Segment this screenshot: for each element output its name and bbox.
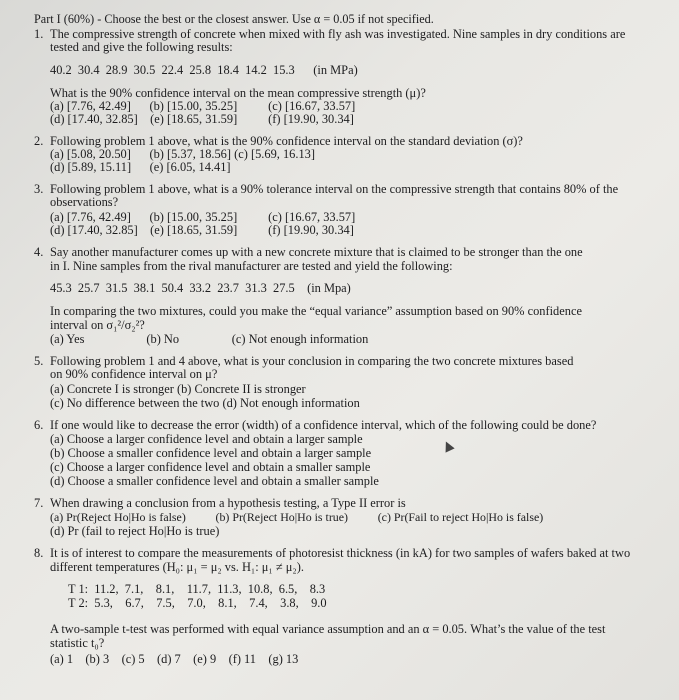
q7-text-line1: When drawing a conclusion from a hypothesis testing, a Type II error is <box>50 496 406 510</box>
mouse-pointer-icon <box>441 439 454 452</box>
q4-text-line1: Say another manufacturer comes up with a new concrete mixture that is claimed to be stronger than the one <box>50 245 583 259</box>
q6-option-a: (a) Choose a larger confidence level and obtain a larger sample <box>50 432 363 446</box>
q1-question: What is the 90% confidence interval on the mean compressive strength (μ)? <box>50 86 426 100</box>
q2-options-row1: (a) [5.08, 20.50] (b) [5.37, 18.56] (c) [5.69, 16.13] <box>50 147 315 161</box>
q8-text-line3: A two-sample t-test was performed with equal variance assumption and an α = 0.05. What’s the value of the test <box>50 622 606 636</box>
q8-text-line4: statistic t₀? <box>50 636 105 650</box>
q1-data: 40.2 30.4 28.9 30.5 22.4 25.8 18.4 14.2 15.3 (in MPa) <box>50 63 358 77</box>
q4-text-line4: interval on σ₁²/σ₂²? <box>50 318 145 332</box>
q2-number: 2. <box>34 134 44 148</box>
q8-number: 8. <box>34 546 44 560</box>
q7-options-row1: (a) Pr(Reject Ho|Ho is false) (b) Pr(Reject Ho|Ho is true) (c) Pr(Fail to reject Ho|Ho is false) <box>50 510 544 524</box>
q2-text-line1: Following problem 1 above, what is the 90% confidence interval on the standard deviation (σ)? <box>50 134 523 148</box>
part-header: Part I (60%) - Choose the best or the closest answer. Use α = 0.05 if not specified. <box>34 12 434 26</box>
q5-options-row1: (a) Concrete I is stronger (b) Concrete II is stronger <box>50 382 306 396</box>
q1-options-row1: (a) [7.76, 42.49] (b) [15.00, 35.25] (c) [16.67, 33.57] <box>50 99 356 113</box>
q5-number: 5. <box>34 354 44 368</box>
q3-options-row1: (a) [7.76, 42.49] (b) [15.00, 35.25] (c) [16.67, 33.57] <box>50 210 356 224</box>
q1-text-line2: tested and give the following results: <box>50 40 233 54</box>
q6-option-c: (c) Choose a larger confidence level and obtain a smaller sample <box>50 460 371 474</box>
q4-text-line3: In comparing the two mixtures, could you make the “equal variance” assumption based on 90% confidence <box>50 304 582 318</box>
q3-text-line1: Following problem 1 above, what is a 90% tolerance interval on the compressive strength that contains 80% of the <box>50 182 619 196</box>
q4-text-line2: in I. Nine samples from the rival manufacturer are tested and yield the following: <box>50 259 453 273</box>
q1-number: 1. <box>34 27 44 41</box>
q8-sample-t2: T 2: 5.3, 6.7, 7.5, 7.0, 8.1, 7.4, 3.8, 9.0 <box>68 596 327 610</box>
q6-option-b: (b) Choose a smaller confidence level and obtain a larger sample <box>50 446 372 460</box>
q3-options-row2: (d) [17.40, 32.85] (e) [18.65, 31.59] (f) [19.90, 30.34] <box>50 223 354 237</box>
q8-options-row1: (a) 1 (b) 3 (c) 5 (d) 7 (e) 9 (f) 11 (g) 13 <box>50 652 299 666</box>
q2-options-row2: (d) [5.89, 15.11] (e) [6.05, 14.41] <box>50 160 231 174</box>
q3-text-line2: observations? <box>50 195 119 209</box>
q8-sample-t1: T 1: 11.2, 7.1, 8.1, 11.7, 11.3, 10.8, 6.5, 8.3 <box>68 582 326 596</box>
q8-text-line2: different temperatures (H₀: μ₁ = μ₂ vs. H₁: μ₁ ≠ μ₂). <box>50 560 304 574</box>
q4-number: 4. <box>34 245 44 259</box>
q6-option-d: (d) Choose a smaller confidence level and obtain a smaller sample <box>50 474 379 488</box>
q4-data: 45.3 25.7 31.5 38.1 50.4 33.2 23.7 31.3 27.5 (in Mpa) <box>50 281 351 295</box>
q7-number: 7. <box>34 496 44 510</box>
q5-text-line1: Following problem 1 and 4 above, what is your conclusion in comparing the two concrete mixtures based <box>50 354 574 368</box>
q3-number: 3. <box>34 182 44 196</box>
q6-text-line1: If one would like to decrease the error (width) of a confidence interval, which of the following could be done? <box>50 418 597 432</box>
q1-text-line1: The compressive strength of concrete when mixed with fly ash was investigated. Nine samples in dry conditions are <box>50 27 626 41</box>
q8-text-line1: It is of interest to compare the measurements of photoresist thickness (in kA) for two samples of wafers baked at two <box>50 546 631 560</box>
q6-number: 6. <box>34 418 44 432</box>
q7-options-row2: (d) Pr (fail to reject Ho|Ho is true) <box>50 524 220 538</box>
q1-options-row2: (d) [17.40, 32.85] (e) [18.65, 31.59] (f) [19.90, 30.34] <box>50 112 354 126</box>
q4-options-row1: (a) Yes (b) No (c) Not enough information <box>50 332 369 346</box>
q5-text-line2: on 90% confidence interval on μ? <box>50 367 218 381</box>
q5-options-row2: (c) No difference between the two (d) Not enough information <box>50 396 360 410</box>
